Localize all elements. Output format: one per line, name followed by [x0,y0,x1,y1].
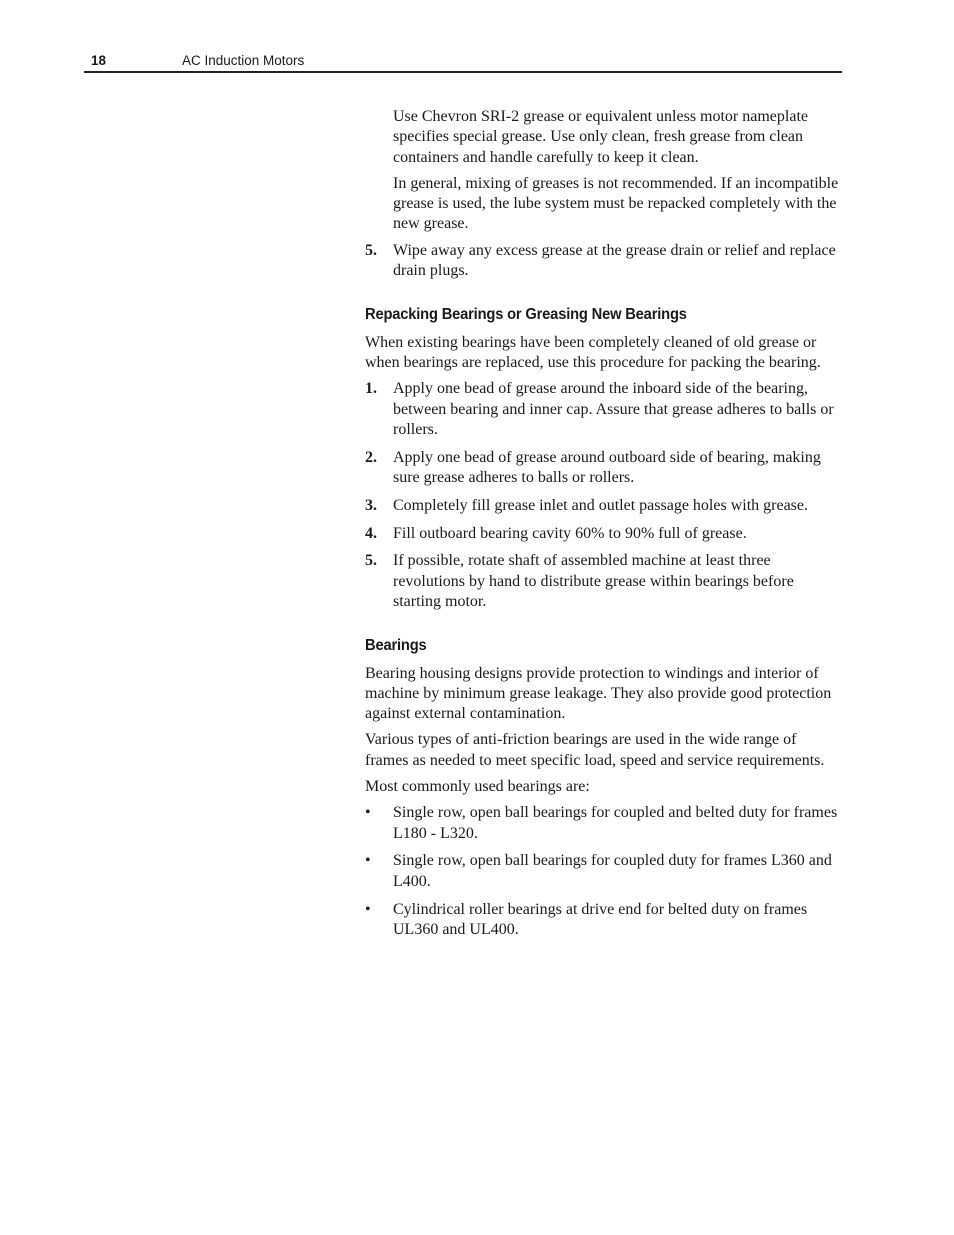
section-heading-repacking: Repacking Bearings or Greasing New Bearings [365,306,687,324]
grease-mixing-paragraph: In general, mixing of greases is not recommended. If an incompatible grease is used, the lube system must be repacked completely with the new grease. [393,174,839,233]
repacking-intro: When existing bearings have been completely cleaned of old grease or when bearings are replaced, use this procedure for packing the bearing. [365,333,821,371]
bullet-icon: • [365,804,371,822]
list-item [365,900,843,941]
list-item [365,448,843,489]
grease-spec-paragraph: Use Chevron SRI-2 grease or equivalent unless motor nameplate specifies special grease. Use only clean, fresh grease from clean containers and handle carefully to keep it clean. [393,108,808,166]
list-item [365,851,843,892]
list-item [365,524,843,544]
bullet-text: Single row, open ball bearings for coupled duty for frames L360 and L400. [393,852,832,890]
step-number: 4. [365,524,377,542]
step-number: 2. [365,448,377,466]
page-header [84,50,842,73]
bullet-icon: • [365,900,371,918]
bullet-text: Single row, open ball bearings for coupled and belted duty for frames L180 - L320. [393,804,838,842]
step-number: 5. [365,552,377,570]
main-content [365,107,843,948]
step-number: 3. [365,496,377,514]
list-item [365,496,843,516]
step-text: Completely fill grease inlet and outlet passage holes with grease. [393,496,808,514]
page-number: 18 [91,53,107,68]
step-number: 5. [365,241,377,259]
step-text: Fill outboard bearing cavity 60% to 90% full of grease. [393,524,747,542]
bearings-paragraph: Most commonly used bearings are: [365,778,590,796]
list-item [365,379,843,440]
section-heading-bearings: Bearings [365,637,427,655]
bearings-paragraph: Bearing housing designs provide protection to windings and interior of machine by minimum grease leakage. They also provide good protection against external contamination. [365,664,832,723]
list-item [365,241,843,282]
bullet-icon: • [365,852,371,870]
step-text: Apply one bead of grease around outboard side of bearing, making sure grease adheres to balls or rollers. [393,448,821,486]
step-number: 1. [365,380,377,398]
running-title: AC Induction Motors [182,53,305,68]
list-item [365,803,843,844]
bearings-paragraph: Various types of anti-friction bearings are used in the wide range of frames as needed to meet specific load, speed and service requirements. [365,731,825,769]
step-text: Wipe away any excess grease at the grease drain or relief and replace drain plugs. [393,241,836,280]
step-text: If possible, rotate shaft of assembled machine at least three revolutions by hand to distribute grease within bearings before starting motor. [393,552,794,610]
step-text: Apply one bead of grease around the inboard side of the bearing, between bearing and inner cap. Assure that grease adheres to balls or rollers. [393,380,834,438]
bullet-text: Cylindrical roller bearings at drive end for belted duty on frames UL360 and UL400. [393,900,808,938]
list-item [365,551,843,612]
